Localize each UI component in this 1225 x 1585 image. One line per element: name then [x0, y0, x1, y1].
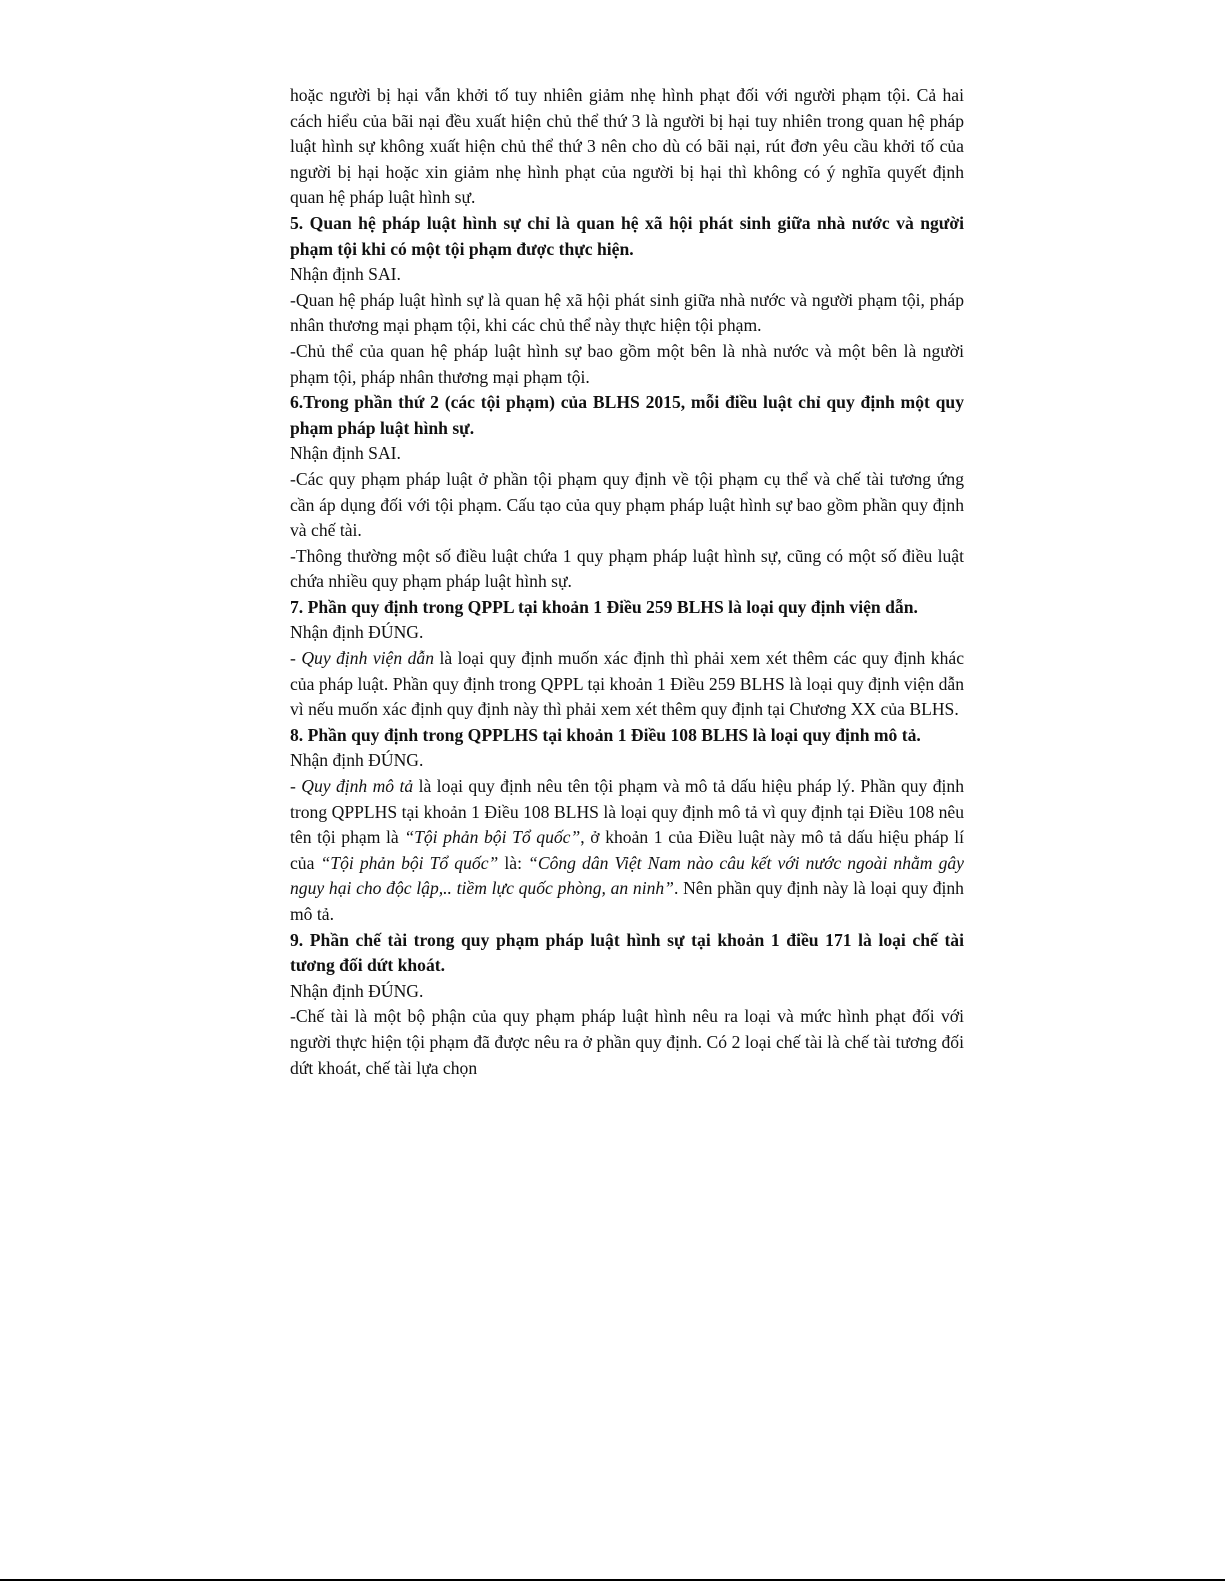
- explanation-5-1: -Quan hệ pháp luật hình sự là quan hệ xã hội phát sinh giữa nhà nước và người phạm tội, pháp nhân thương mại phạm tội, khi các chủ thể này thực hiện tội phạm.: [290, 289, 964, 336]
- explanation-7: [290, 646, 964, 723]
- intro-paragraph: hoặc người bị hại vẫn khởi tố tuy nhiên giảm nhẹ hình phạt đối với người phạm tội. Cả hai cách hiểu của bãi nại đều xuất hiện chủ thể thứ 3 là người bị hại tuy nhiên trong quan hệ pháp luật hình sự không xuất hiện chủ thể thứ 3 nên cho dù có bãi nại, rút đơn yêu cầu khởi tố của người bị hại hoặc xin giảm nhẹ hình phạt của người bị hại thì không có ý nghĩa quyết định quan hệ pháp luật hình sự.: [290, 85, 964, 208]
- crime-name-1: “Tội phản bội Tổ quốc”: [404, 827, 581, 848]
- verdict-8: Nhận định ĐÚNG.: [290, 750, 424, 771]
- document-page: [290, 83, 964, 1081]
- question-5: 5. Quan hệ pháp luật hình sự chỉ là quan hệ xã hội phát sinh giữa nhà nước và người phạm tội khi có một tội phạm được thực hiện.: [290, 212, 964, 259]
- explanation-8-text-3: là:: [498, 852, 529, 873]
- question-7: 7. Phần quy định trong QPPL tại khoản 1 Điều 259 BLHS là loại quy định viện dẫn.: [290, 596, 918, 617]
- term-quy-dinh-vien-dan: Quy định viện dẫn: [301, 648, 434, 669]
- explanation-7-lead: -: [290, 648, 302, 669]
- question-8: 8. Phần quy định trong QPPLHS tại khoản 1 Điều 108 BLHS là loại quy định mô tả.: [290, 724, 921, 745]
- explanation-8-lead: -: [290, 776, 302, 797]
- explanation-8-text-1: là loại quy định nêu tên tội phạm và mô tả dấu hiệu pháp lý. Phần quy định trong QPPLHS tại khoản 1 Điều 108 BLHS là loại quy định mô tả vì quy định tại Điều 108 nêu tên tội phạm là: [290, 776, 964, 848]
- explanation-6-2: -Thông thường một số điều luật chứa 1 quy phạm pháp luật hình sự, cũng có một số điều luật chứa nhiều quy phạm pháp luật hình sự.: [290, 545, 964, 592]
- explanation-6-1: -Các quy phạm pháp luật ở phần tội phạm quy định về tội phạm cụ thể và chế tài tương ứng cần áp dụng đối với tội phạm. Cấu tạo của quy phạm pháp luật hình sự bao gồm phần quy định và chế tài.: [290, 468, 964, 541]
- explanation-5-2: -Chủ thể của quan hệ pháp luật hình sự bao gồm một bên là nhà nước và một bên là người phạm tội, pháp nhân thương mại phạm tội.: [290, 340, 964, 387]
- verdict-9: Nhận định ĐÚNG.: [290, 980, 424, 1001]
- explanation-8-text-4: . Nên phần quy định này là loại quy định mô tả.: [290, 878, 964, 924]
- legal-quote: “Công dân Việt Nam nào câu kết với nước ngoài nhằm gây nguy hại cho độc lập,.. tiềm lực quốc phòng, an ninh”: [290, 852, 964, 899]
- verdict-6: Nhận định SAI.: [290, 443, 401, 464]
- crime-name-2: “Tội phản bội Tổ quốc”: [320, 852, 499, 873]
- explanation-7-text: là loại quy định muốn xác định thì phải xem xét thêm các quy định khác của pháp luật. Phần quy định trong QPPL tại khoản 1 Điều 259 BLHS là loại quy định viện dẫn vì nếu muốn xác định quy định này thì phải xem xét thêm quy định tại Chương XX của BLHS.: [290, 648, 965, 720]
- verdict-5: Nhận định SAI.: [290, 264, 401, 285]
- term-quy-dinh-mo-ta: Quy định mô tả: [301, 776, 414, 797]
- explanation-8: [290, 774, 964, 928]
- question-9: 9. Phần chế tài trong quy phạm pháp luật hình sự tại khoản 1 điều 171 là loại chế tài tương đối dứt khoát.: [290, 929, 964, 976]
- explanation-9-1: -Chế tài là một bộ phận của quy phạm pháp luật hình nêu ra loại và mức hình phạt đối với người thực hiện tội phạm đã được nêu ra ở phần quy định. Có 2 loại chế tài là chế tài tương đối dứt khoát, chế tài lựa chọn: [290, 1006, 964, 1078]
- verdict-7: Nhận định ĐÚNG.: [290, 622, 424, 643]
- page-bottom-border: [0, 1579, 1225, 1581]
- question-6: 6.Trong phần thứ 2 (các tội phạm) của BLHS 2015, mỗi điều luật chỉ quy định một quy phạm pháp luật hình sự.: [290, 392, 964, 438]
- explanation-8-text-2: , ở khoản 1 của Điều luật này mô tả dấu hiệu pháp lí của: [290, 827, 964, 873]
